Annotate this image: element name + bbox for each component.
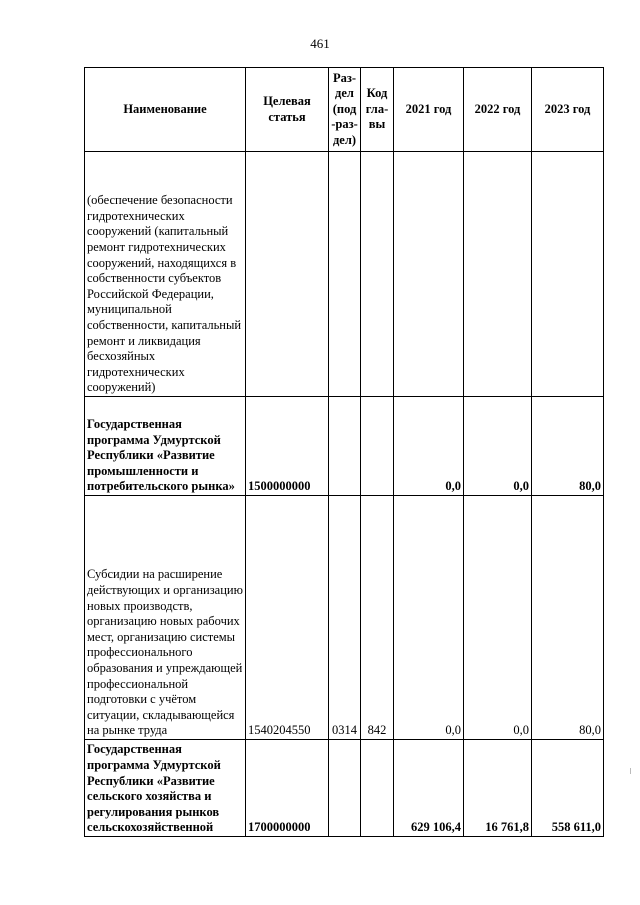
header-name: Наименование [85, 68, 246, 152]
row-chapter [361, 152, 394, 397]
table-row [85, 152, 604, 397]
header-section: Раз-дел (под-раз-дел) [329, 68, 361, 152]
row-section: 0314 [329, 496, 361, 740]
row-name: (обеспечение безопасности гидротехнических сооружений (капитальный ремонт гидротехнических сооружений, находящихся в собственности субъектов Российской Федерации, муниципальной собственности, капитальный ремонт и ликвидация бесхозяйных гидротехнических сооружений) [85, 152, 246, 397]
row-target [246, 152, 329, 397]
header-chapter-code: Код гла-вы [361, 68, 394, 152]
row-name: Субсидии на расширение действующих и организацию новых производств, организацию новых рабочих мест, организацию системы профессионального образования и упреждающей профессиональной подготовки с учётом ситуации, складывающейся на рынке труда [85, 496, 246, 740]
header-2023: 2023 год [532, 68, 604, 152]
row-chapter: 842 [361, 496, 394, 740]
row-2022: 0,0 [464, 496, 532, 740]
table-header-row [85, 68, 604, 152]
scan-mark [630, 768, 631, 774]
row-2023: 80,0 [532, 397, 604, 496]
row-target: 1500000000 [246, 397, 329, 496]
row-2023: 558 611,0 [532, 740, 604, 837]
row-section [329, 152, 361, 397]
header-2022: 2022 год [464, 68, 532, 152]
table-row [85, 397, 604, 496]
row-2021: 629 106,4 [394, 740, 464, 837]
row-target: 1540204550 [246, 496, 329, 740]
row-chapter [361, 397, 394, 496]
row-chapter [361, 740, 394, 837]
budget-table [84, 67, 604, 837]
row-section [329, 740, 361, 837]
header-target-article: Целевая статья [246, 68, 329, 152]
row-target: 1700000000 [246, 740, 329, 837]
row-name: Государственная программа Удмуртской Республики «Развитие промышленности и потребительского рынка» [85, 397, 246, 496]
row-2023 [532, 152, 604, 397]
row-2022: 0,0 [464, 397, 532, 496]
row-2021: 0,0 [394, 397, 464, 496]
row-section [329, 397, 361, 496]
row-2022 [464, 152, 532, 397]
row-2022: 16 761,8 [464, 740, 532, 837]
page-number: 461 [310, 36, 330, 51]
table-row [85, 740, 604, 837]
row-name: Государственная программа Удмуртской Республики «Развитие сельского хозяйства и регулирования рынков сельскохозяйственной [85, 740, 246, 837]
row-2021: 0,0 [394, 496, 464, 740]
row-2021 [394, 152, 464, 397]
table-row [85, 496, 604, 740]
row-2023: 80,0 [532, 496, 604, 740]
header-2021: 2021 год [394, 68, 464, 152]
